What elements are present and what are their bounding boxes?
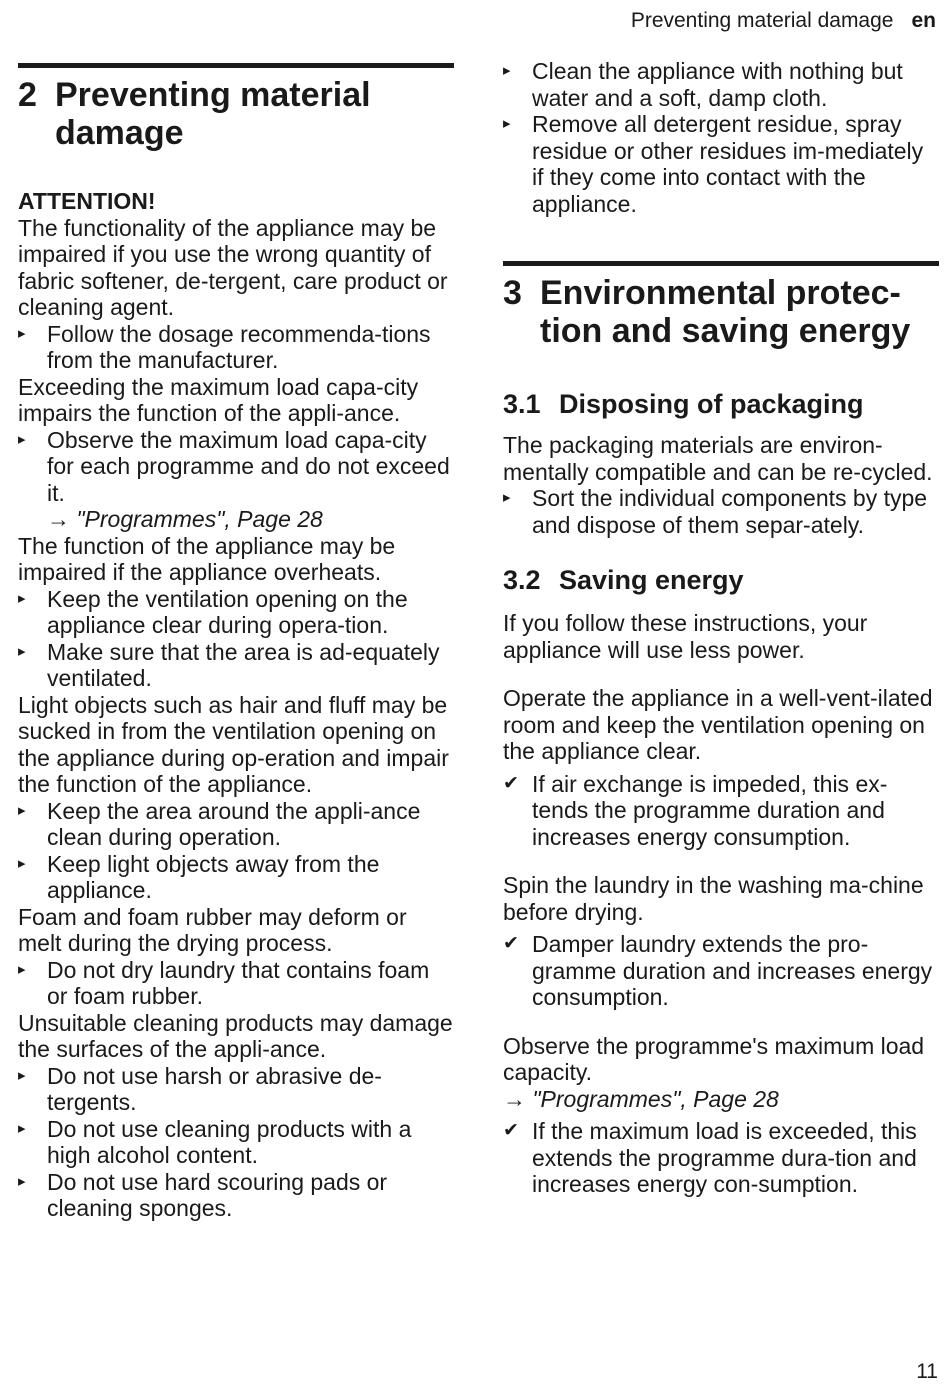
bullet-item: ▸ Keep the area around the appli-ance clean during operation.	[18, 797, 421, 850]
section-rule	[503, 261, 939, 266]
triangle-bullet-icon: ▸	[18, 642, 26, 660]
arrow-right-icon: →	[47, 506, 77, 532]
bullet-item: ▸ Do not use hard scouring pads or cleaning sponges.	[18, 1168, 388, 1221]
triangle-bullet-icon: ▸	[503, 489, 511, 506]
bullet-item: ▸ Keep the ventilation opening on the appliance clear during opera-tion.	[18, 585, 408, 638]
paragraph: The function of the appliance may be impaired if the appliance overheats.	[18, 532, 396, 585]
paragraph: Foam and foam rubber may deform or melt during the drying process.	[18, 903, 407, 956]
paragraph: Observe the programme's maximum load capacity.	[503, 1032, 925, 1085]
left-column	[18, 0, 454, 1222]
bullet-item: ▸ Follow the dosage recommenda-tions from the manufacturer.	[18, 320, 431, 373]
bullet-item: ▸ Sort the individual components by type and dispose of them separ-ately.	[503, 485, 928, 538]
paragraph: Exceeding the maximum load capa-city impairs the function of the appli-ance.	[18, 373, 419, 426]
subsection-3-1-heading: 3.1 Disposing of packaging	[503, 389, 864, 419]
paragraph: Operate the appliance in a well-vent-ilated room and keep the ventilation opening on the appliance clear.	[503, 685, 933, 764]
bullet-item: ▸ Clean the appliance with nothing but water and a soft, damp cloth.	[503, 58, 903, 111]
bullet-item: ▸ Observe the maximum load capa-city for each programme and do not exceed it.	[18, 426, 450, 506]
right-column	[503, 0, 939, 1198]
attention-label: ATTENTION!	[18, 188, 156, 214]
cross-reference: → "Programmes", Page 28	[47, 506, 323, 532]
section-number: 3	[503, 274, 522, 312]
paragraph: The functionality of the appliance may be impaired if you use the wrong quantity of fabric softener, de-tergent, care product or cleaning agent.	[18, 214, 448, 320]
bullet-item: ▸ Keep light objects away from the appliance.	[18, 850, 380, 903]
cross-reference: → "Programmes", Page 28	[503, 1085, 779, 1112]
triangle-bullet-icon: ▸	[18, 960, 26, 978]
bullet-item: ▸ Make sure that the area is ad-equately ventilated.	[18, 638, 440, 691]
section-2-heading	[18, 76, 454, 152]
result-item: ✔ If air exchange is impeded, this ex-tends the programme duration and increases energy consumption.	[503, 770, 888, 850]
header-title: Preventing material damage	[630, 9, 894, 32]
language-code: en	[911, 9, 936, 32]
paragraph: The packaging materials are environ-mentally compatible and can be re-cycled.	[503, 432, 933, 485]
section-rule	[18, 63, 454, 68]
section-title: Environmental protec- tion and saving energy	[540, 274, 911, 350]
triangle-bullet-icon: ▸	[18, 589, 26, 607]
checkmark-icon: ✔	[503, 933, 519, 954]
triangle-bullet-icon: ▸	[18, 1172, 26, 1190]
checkmark-icon: ✔	[503, 1120, 519, 1141]
bullet-item: ▸ Remove all detergent residue, spray residue or other residues im-mediately if they come into contact with the appliance.	[503, 111, 924, 217]
paragraph: Light objects such as hair and fluff may be sucked in from the ventilation opening on the appliance during op-eration and impair the function of the appliance.	[18, 691, 449, 797]
triangle-bullet-icon: ▸	[503, 62, 511, 79]
arrow-right-icon: →	[503, 1085, 533, 1112]
section-number: 2	[18, 76, 37, 114]
result-item: ✔ If the maximum load is exceeded, this extends the programme dura-tion and increases energy con-sumption.	[503, 1118, 917, 1197]
bullet-item: ▸ Do not dry laundry that contains foam or foam rubber.	[18, 956, 430, 1009]
triangle-bullet-icon: ▸	[18, 854, 26, 872]
result-item: ✔ Damper laundry extends the pro-gramme duration and increases energy consumption.	[503, 931, 933, 1010]
page-number: 11	[916, 1360, 938, 1383]
checkmark-icon: ✔	[503, 772, 519, 794]
paragraph: Spin the laundry in the washing ma-chine before drying.	[503, 872, 924, 925]
paragraph: Unsuitable cleaning products may damage the surfaces of the appli-ance.	[18, 1009, 453, 1062]
subsection-3-2-heading: 3.2 Saving energy	[503, 565, 744, 595]
section-3-heading	[503, 274, 939, 350]
triangle-bullet-icon: ▸	[18, 801, 26, 819]
bullet-item: ▸ Do not use cleaning products with a high alcohol content.	[18, 1115, 412, 1168]
paragraph: If you follow these instructions, your appliance will use less power.	[503, 610, 868, 663]
triangle-bullet-icon: ▸	[18, 1119, 26, 1137]
triangle-bullet-icon: ▸	[18, 1066, 26, 1084]
section-title: Preventing material damage	[55, 76, 371, 152]
bullet-item: ▸ Do not use harsh or abrasive de-tergents.	[18, 1062, 382, 1115]
triangle-bullet-icon: ▸	[18, 430, 26, 448]
triangle-bullet-icon: ▸	[503, 115, 511, 132]
triangle-bullet-icon: ▸	[18, 324, 26, 342]
